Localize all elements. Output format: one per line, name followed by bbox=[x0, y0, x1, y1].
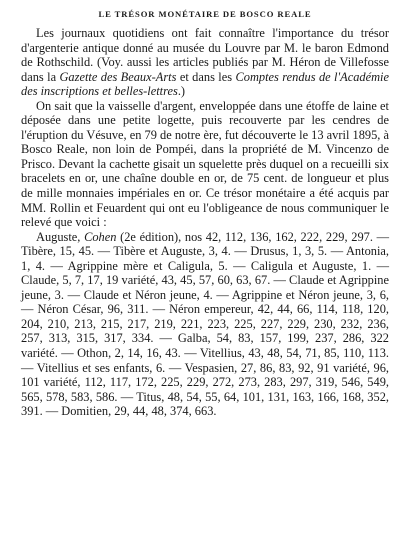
gazette-title: Gazette des Beaux-Arts bbox=[59, 69, 177, 84]
discovery-paragraph: On sait que la vaisselle d'argent, enveloppée dans une étoffe de laine et déposée dans une petite logette, puis recouverte par les cendres de l'éruption du Vésuve, en 79 de notre ère, fut découverte le 13 avril 1895, à Bosco Reale, non loin de Pompéi, dans la propriété de M. Vincenzo de Prisco. Devant la cachette gisait un squelette près duquel on a recueilli six bracelets en or, une chaîne double en or, de 75 cent. de longueur et plus de mille monnaies impériales en or. Ce trésor monétaire a été acquis par MM. Rollin et Feuardent qui ont eu l'obligeance de nous communiquer le relevé que voici : bbox=[21, 98, 389, 230]
intro-text-2: et dans les bbox=[176, 69, 236, 84]
intro-paragraph bbox=[21, 26, 389, 99]
coin-list bbox=[21, 230, 389, 419]
comptes-rendus-title: Comptes rendus de l'Académie des inscriptions et belles-lettres bbox=[21, 69, 389, 99]
intro-text-1: Les journaux quotidiens ont fait connaître l'importance du trésor d'argenterie antique donné au musée du Louvre par M. le baron Edmond de Rothschild. (Voy. aussi les articles publiés par M. Héron de Villefosse dans la bbox=[21, 26, 389, 84]
running-head: LE TRÉSOR MONÉTAIRE DE BOSCO REALE bbox=[98, 9, 312, 19]
cohen-edition: (2e édition) bbox=[116, 229, 179, 244]
coin-numbers: , nos 42, 112, 136, 162, 222, 229, 297. — Tibère, 15, 45. — Tibère et Auguste, 3, 4. — Drusus, 1, 3, 5. — Antonia, 1, 4. — Agrippine mère et Caligula, 5. — Caligula et Auguste, 1. —Claude, 5, 7, 17, 19 variété, 43, 45, 57, 60, 63, 67. — Claude et Agrippine jeune, 3. — Claude et Néron jeune, 4. — Agrippine et Néron jeune, 3, 6, — Néron César, 96, 311. — Néron empereur, 42, 44, 66, 114, 118, 120, 204, 210, 213, 215, 217, 219, 221, 223, 225, 227, 229, 230, 232, 236, 257, 313, 315, 317, 334. — Galba, 54, 83, 157, 199, 237, 286, 322 variété. — Othon, 2, 14, 16, 43. — Vitellius, 43, 48, 54, 71, 85, 110, 113. — Vitellius et ses enfants, 6. — Vespasien, 27, 86, 83, 92, 91 variété, 96, 101 variété, 112, 117, 172, 225, 229, 272, 273, 283, 297, 319, 546, 549, 565, 578, 583, 586. — Titus, 48, 54, 55, 64, 101, 131, 163, 166, 168, 352, 391. — Domitien, 29, 44, 48, 374, 663. bbox=[21, 229, 389, 419]
cohen-reference: Cohen bbox=[84, 229, 117, 244]
intro-text-3: .) bbox=[177, 84, 186, 99]
coin-list-lead: Auguste, bbox=[36, 229, 85, 244]
